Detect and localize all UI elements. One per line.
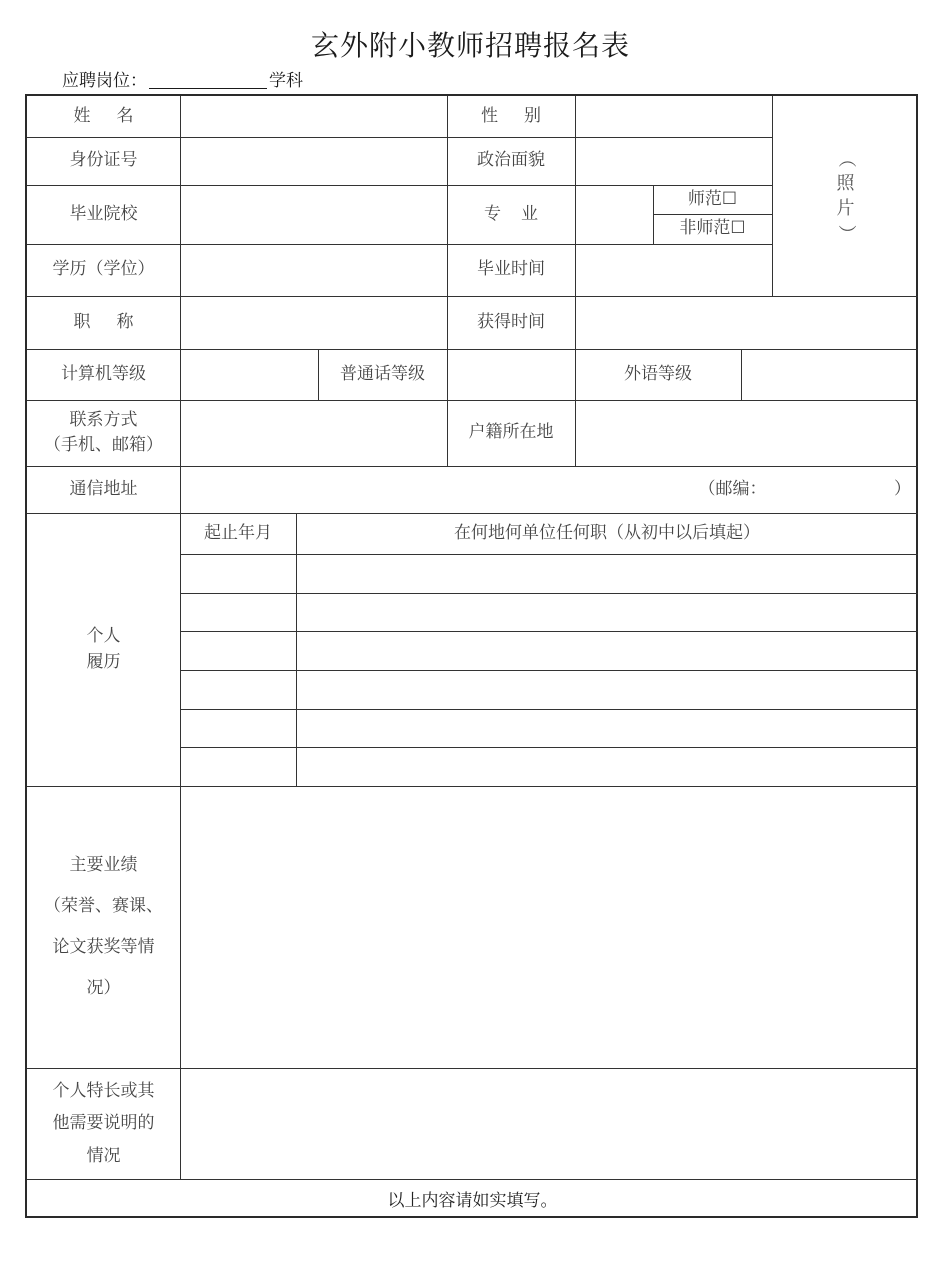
foreign-level-input[interactable] [742, 349, 918, 400]
school-label: 毕业院校 [69, 203, 138, 224]
resume-row-dates[interactable] [181, 632, 296, 670]
household-label: 户籍所在地 [468, 422, 554, 443]
resume-label: 个人 履历 [86, 626, 121, 672]
id-number-input[interactable] [181, 137, 447, 185]
resume-row-position[interactable] [297, 632, 918, 670]
postcode-label: （邮编： ） [698, 478, 911, 499]
gender-label: 性别 [481, 105, 567, 126]
grad-time-input[interactable] [576, 244, 772, 296]
resume-col-position: 在何地何单位任何职（从初中以后填起） [454, 522, 760, 543]
non-normal-checkbox[interactable]: 非师范☐ [679, 218, 746, 239]
gender-input[interactable] [576, 96, 772, 137]
specialty-label: 个人特长或其 他需要说明的 情况 [52, 1081, 155, 1166]
position-blank[interactable] [149, 71, 267, 89]
education-input[interactable] [181, 244, 447, 296]
contact-input[interactable] [181, 400, 447, 466]
professional-title-label: 职称 [73, 311, 160, 332]
mandarin-level-label: 普通话等级 [340, 363, 425, 384]
resume-row-dates[interactable] [181, 748, 296, 786]
computer-level-input[interactable] [181, 349, 318, 400]
achievements-input[interactable] [181, 787, 918, 1068]
resume-row-position[interactable] [297, 594, 918, 631]
resume-row-dates[interactable] [181, 710, 296, 747]
grad-time-label: 毕业时间 [477, 259, 545, 280]
photo-char-2: 片 [836, 198, 855, 219]
school-input[interactable] [181, 185, 447, 244]
obtain-time-input[interactable] [576, 296, 918, 349]
name-label: 姓名 [73, 105, 160, 126]
address-label: 通信地址 [69, 478, 138, 499]
major-label: 专业 [484, 203, 558, 224]
mandarin-level-input[interactable] [448, 349, 575, 400]
computer-level-label: 计算机等级 [61, 363, 146, 384]
position-suffix: 学科 [269, 71, 303, 91]
application-form [25, 94, 918, 1218]
form-title: 玄外附小教师招聘报名表 [310, 29, 630, 62]
political-status-label: 政治面貌 [477, 150, 545, 171]
achievements-label: 主要业绩 （荣誉、赛课、 论文获奖等情 况） [44, 855, 163, 998]
position-line [62, 66, 303, 91]
specialty-input[interactable] [181, 1069, 918, 1179]
resume-row-dates[interactable] [181, 555, 296, 593]
photo-open-paren: （ [835, 149, 857, 168]
photo-char-1: 照 [836, 172, 855, 194]
address-input[interactable] [181, 466, 681, 513]
position-label: 应聘岗位： [62, 71, 147, 91]
name-input[interactable] [181, 96, 447, 137]
photo-close-paren: ） [835, 224, 857, 243]
photo-box[interactable] [773, 96, 918, 296]
major-input[interactable] [576, 185, 653, 244]
education-label: 学历（学位） [52, 259, 155, 280]
household-input[interactable] [576, 400, 918, 466]
resume-row-position[interactable] [297, 748, 918, 786]
id-number-label: 身份证号 [69, 150, 138, 171]
resume-row-dates[interactable] [181, 594, 296, 631]
resume-row-position[interactable] [297, 555, 918, 593]
resume-row-position[interactable] [297, 710, 918, 747]
resume-row-position[interactable] [297, 671, 918, 709]
contact-label: 联系方式 （手机、邮箱） [44, 409, 163, 455]
foreign-level-label: 外语等级 [624, 363, 692, 384]
resume-row-dates[interactable] [181, 671, 296, 709]
obtain-time-label: 获得时间 [477, 311, 545, 332]
normal-checkbox[interactable]: 师范☐ [687, 188, 738, 209]
political-status-input[interactable] [576, 137, 772, 185]
resume-col-dates: 起止年月 [204, 522, 272, 543]
footer-note: 以上内容请如实填写。 [387, 1190, 558, 1211]
professional-title-input[interactable] [181, 296, 447, 349]
